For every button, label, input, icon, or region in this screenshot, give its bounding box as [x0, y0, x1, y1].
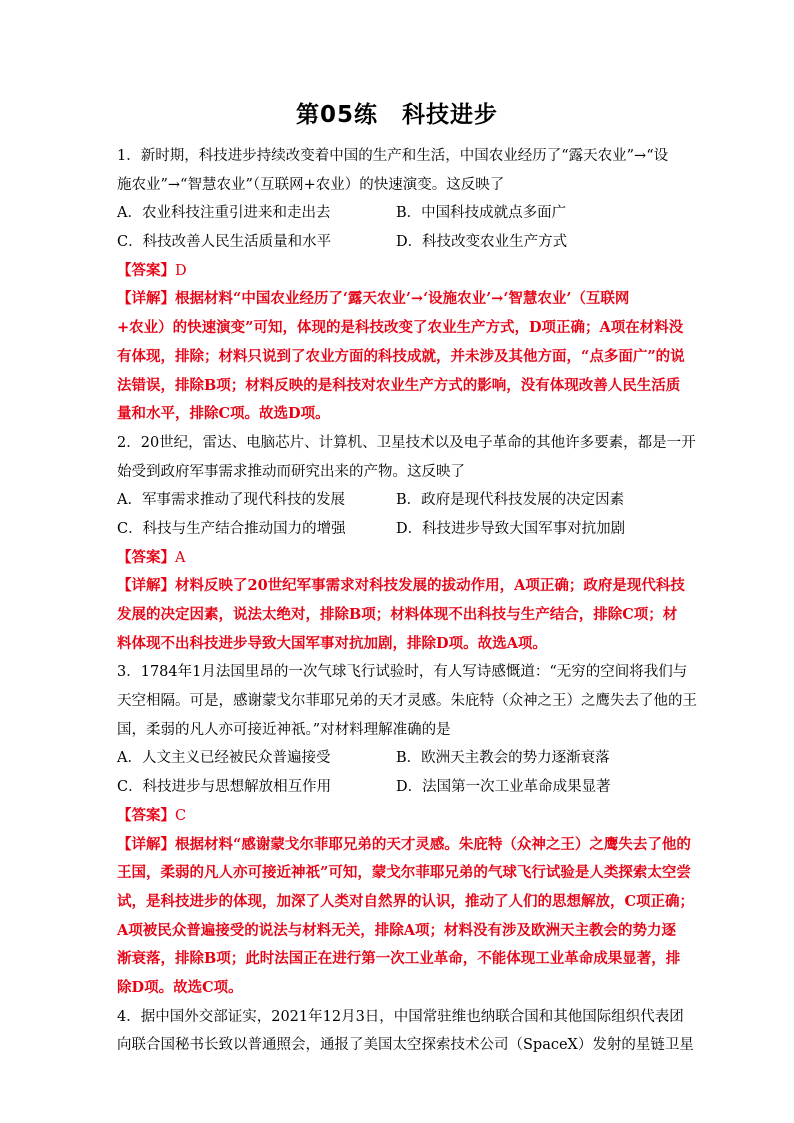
explanation-label: 【详解】 — [117, 290, 175, 308]
answer-value: A — [175, 549, 186, 566]
question-text-line: 向联合国秘书长致以普通照会，通报了美国太空探索技术公司（SpaceX）发射的星链卫星 — [117, 1037, 694, 1054]
explanation-text: 渐衰落，排除B项；此时法国正在进行第一次工业革命，不能体现工业革命成果显著，排 — [117, 950, 681, 968]
question-text-line: 施农业”→“智慧农业”（互联网+农业）的快速演变。这反映了 — [117, 176, 505, 193]
option-B: B．中国科技成就点多面广 — [396, 205, 567, 222]
explanation-text: +农业）的快速演变”可知，体现的是科技改变了农业生产方式，D项正确；A项在材料没 — [117, 319, 684, 337]
answer-value: C — [175, 807, 187, 824]
question-text-line: 4．据中国外交部证实，2021年12月3日，中国常驻维也纳联合国和其他国际组织代表团 — [117, 1008, 684, 1025]
answer-line — [117, 802, 675, 831]
page-title: 第05练 科技进步 — [295, 102, 498, 128]
explanation-line — [117, 831, 691, 860]
explanation-line — [117, 343, 685, 372]
explanation-line — [117, 285, 675, 314]
answer-line — [117, 257, 675, 286]
option-row — [117, 773, 675, 802]
question-2 — [117, 429, 696, 659]
option-row — [117, 199, 675, 228]
option-D: D．法国第一次工业革命成果显著 — [396, 779, 611, 796]
explanation-line — [117, 372, 681, 401]
question-text-line: 2．20世纪，雷达、电脑芯片、计算机、卫星技术以及电子革命的其他许多要素，都是一开 — [117, 434, 696, 451]
option-row — [117, 744, 675, 773]
option-A: A．军事需求推动了现代科技的发展 — [117, 492, 345, 509]
answer-label: 【答案】 — [117, 548, 175, 566]
explanation-text: A项被民众普遍接受的说法与材料无关，排除A项；材料没有涉及欧洲天主教会的势力逐 — [117, 921, 676, 939]
explanation-line — [117, 572, 685, 601]
option-C: C．科技与生产结合推动国力的增强 — [117, 520, 346, 537]
answer-label: 【答案】 — [117, 261, 175, 279]
explanation-line — [117, 400, 675, 429]
explanation-text: 材料反映了20世纪军事需求对科技发展的拔动作用，A项正确；政府是现代科技 — [175, 577, 685, 595]
explanation-text: 除D项。故选C项。 — [117, 978, 243, 996]
question-text-line: 国，柔弱的凡人亦可接近神祇。”对材料理解准确的是 — [117, 721, 451, 738]
explanation-line — [117, 945, 681, 974]
explanation-line — [117, 888, 695, 917]
explanation-line — [117, 859, 691, 888]
explanation-text: 根据材料“中国农业经历了‘露天农业’→‘设施农业’→‘智慧农业’（互联网 — [175, 290, 630, 308]
question-text-line: 始受到政府军事需求推动而研究出来的产物。这反映了 — [117, 463, 465, 480]
question-1 — [117, 142, 685, 429]
answer-value: D — [175, 262, 187, 279]
explanation-text: 试，是科技进步的体现，加深了人类对自然界的认识，推动了人们的思想解放，C项正确； — [117, 892, 695, 910]
explanation-text: 王国，柔弱的凡人亦可接近神祇”可知，蒙戈尔菲耶兄弟的气球飞行试验是人类探索太空尝 — [117, 864, 691, 882]
explanation-line — [117, 917, 675, 946]
option-row — [117, 228, 675, 257]
question-text-line: 天空相隔。可是，感谢蒙戈尔菲耶兄弟的天才灵感。朱庇特（众神之王）之鹰失去了他的王 — [117, 693, 697, 710]
question-text-line: 3．1784年1月法国里昂的一次气球飞行试验时，有人写诗感慨道：“无穷的空间将我们与 — [117, 664, 688, 681]
explanation-line — [117, 630, 675, 659]
answer-label: 【答案】 — [117, 806, 175, 824]
explanation-text: 料体现不出科技进步导致大国军事对抗加剧，排除D项。故选A项。 — [117, 634, 547, 652]
question-3 — [117, 658, 697, 1002]
explanation-line — [117, 601, 678, 630]
option-row — [117, 515, 675, 544]
explanation-line — [117, 314, 684, 343]
explanation-text: 有体现，排除；材料只说到了农业方面的科技成就，并未涉及其他方面，“点多面广”的说 — [117, 347, 685, 365]
explanation-line — [117, 974, 675, 1003]
option-A: A．人文主义已经被民众普遍接受 — [117, 750, 331, 767]
option-D: D．科技改变农业生产方式 — [396, 234, 568, 251]
option-A: A．农业科技注重引进来和走出去 — [117, 205, 331, 222]
explanation-text: 发展的决定因素，说法太绝对，排除B项；材料体现不出科技与生产结合，排除C项；材 — [117, 606, 678, 623]
question-text-line: 1．新时期，科技进步持续改变着中国的生产和生活，中国农业经历了“露天农业”→“设 — [117, 148, 669, 164]
option-C: C．科技改善人民生活质量和水平 — [117, 234, 332, 251]
option-row — [117, 486, 675, 515]
explanation-text: 根据材料“感谢蒙戈尔菲耶兄弟的天才灵感。朱庇特（众神之王）之鹰失去了他的 — [175, 835, 691, 853]
answer-line — [117, 544, 675, 573]
question-list — [117, 142, 697, 1060]
explanation-label: 【详解】 — [117, 835, 175, 853]
explanation-text: 法错误，排除B项；材料反映的是科技对农业生产方式的影响，没有体现改善人民生活质 — [117, 376, 681, 394]
option-B: B．欧洲天主教会的势力逐渐衰落 — [396, 750, 610, 767]
explanation-label: 【详解】 — [117, 577, 175, 595]
option-C: C．科技进步与思想解放相互作用 — [117, 779, 332, 796]
option-B: B．政府是现代科技发展的决定因素 — [396, 492, 625, 509]
explanation-text: 量和水平，排除C项。故选D项。 — [117, 405, 330, 423]
question-4 — [117, 1003, 694, 1060]
option-D: D．科技进步导致大国军事对抗加剧 — [396, 520, 626, 537]
